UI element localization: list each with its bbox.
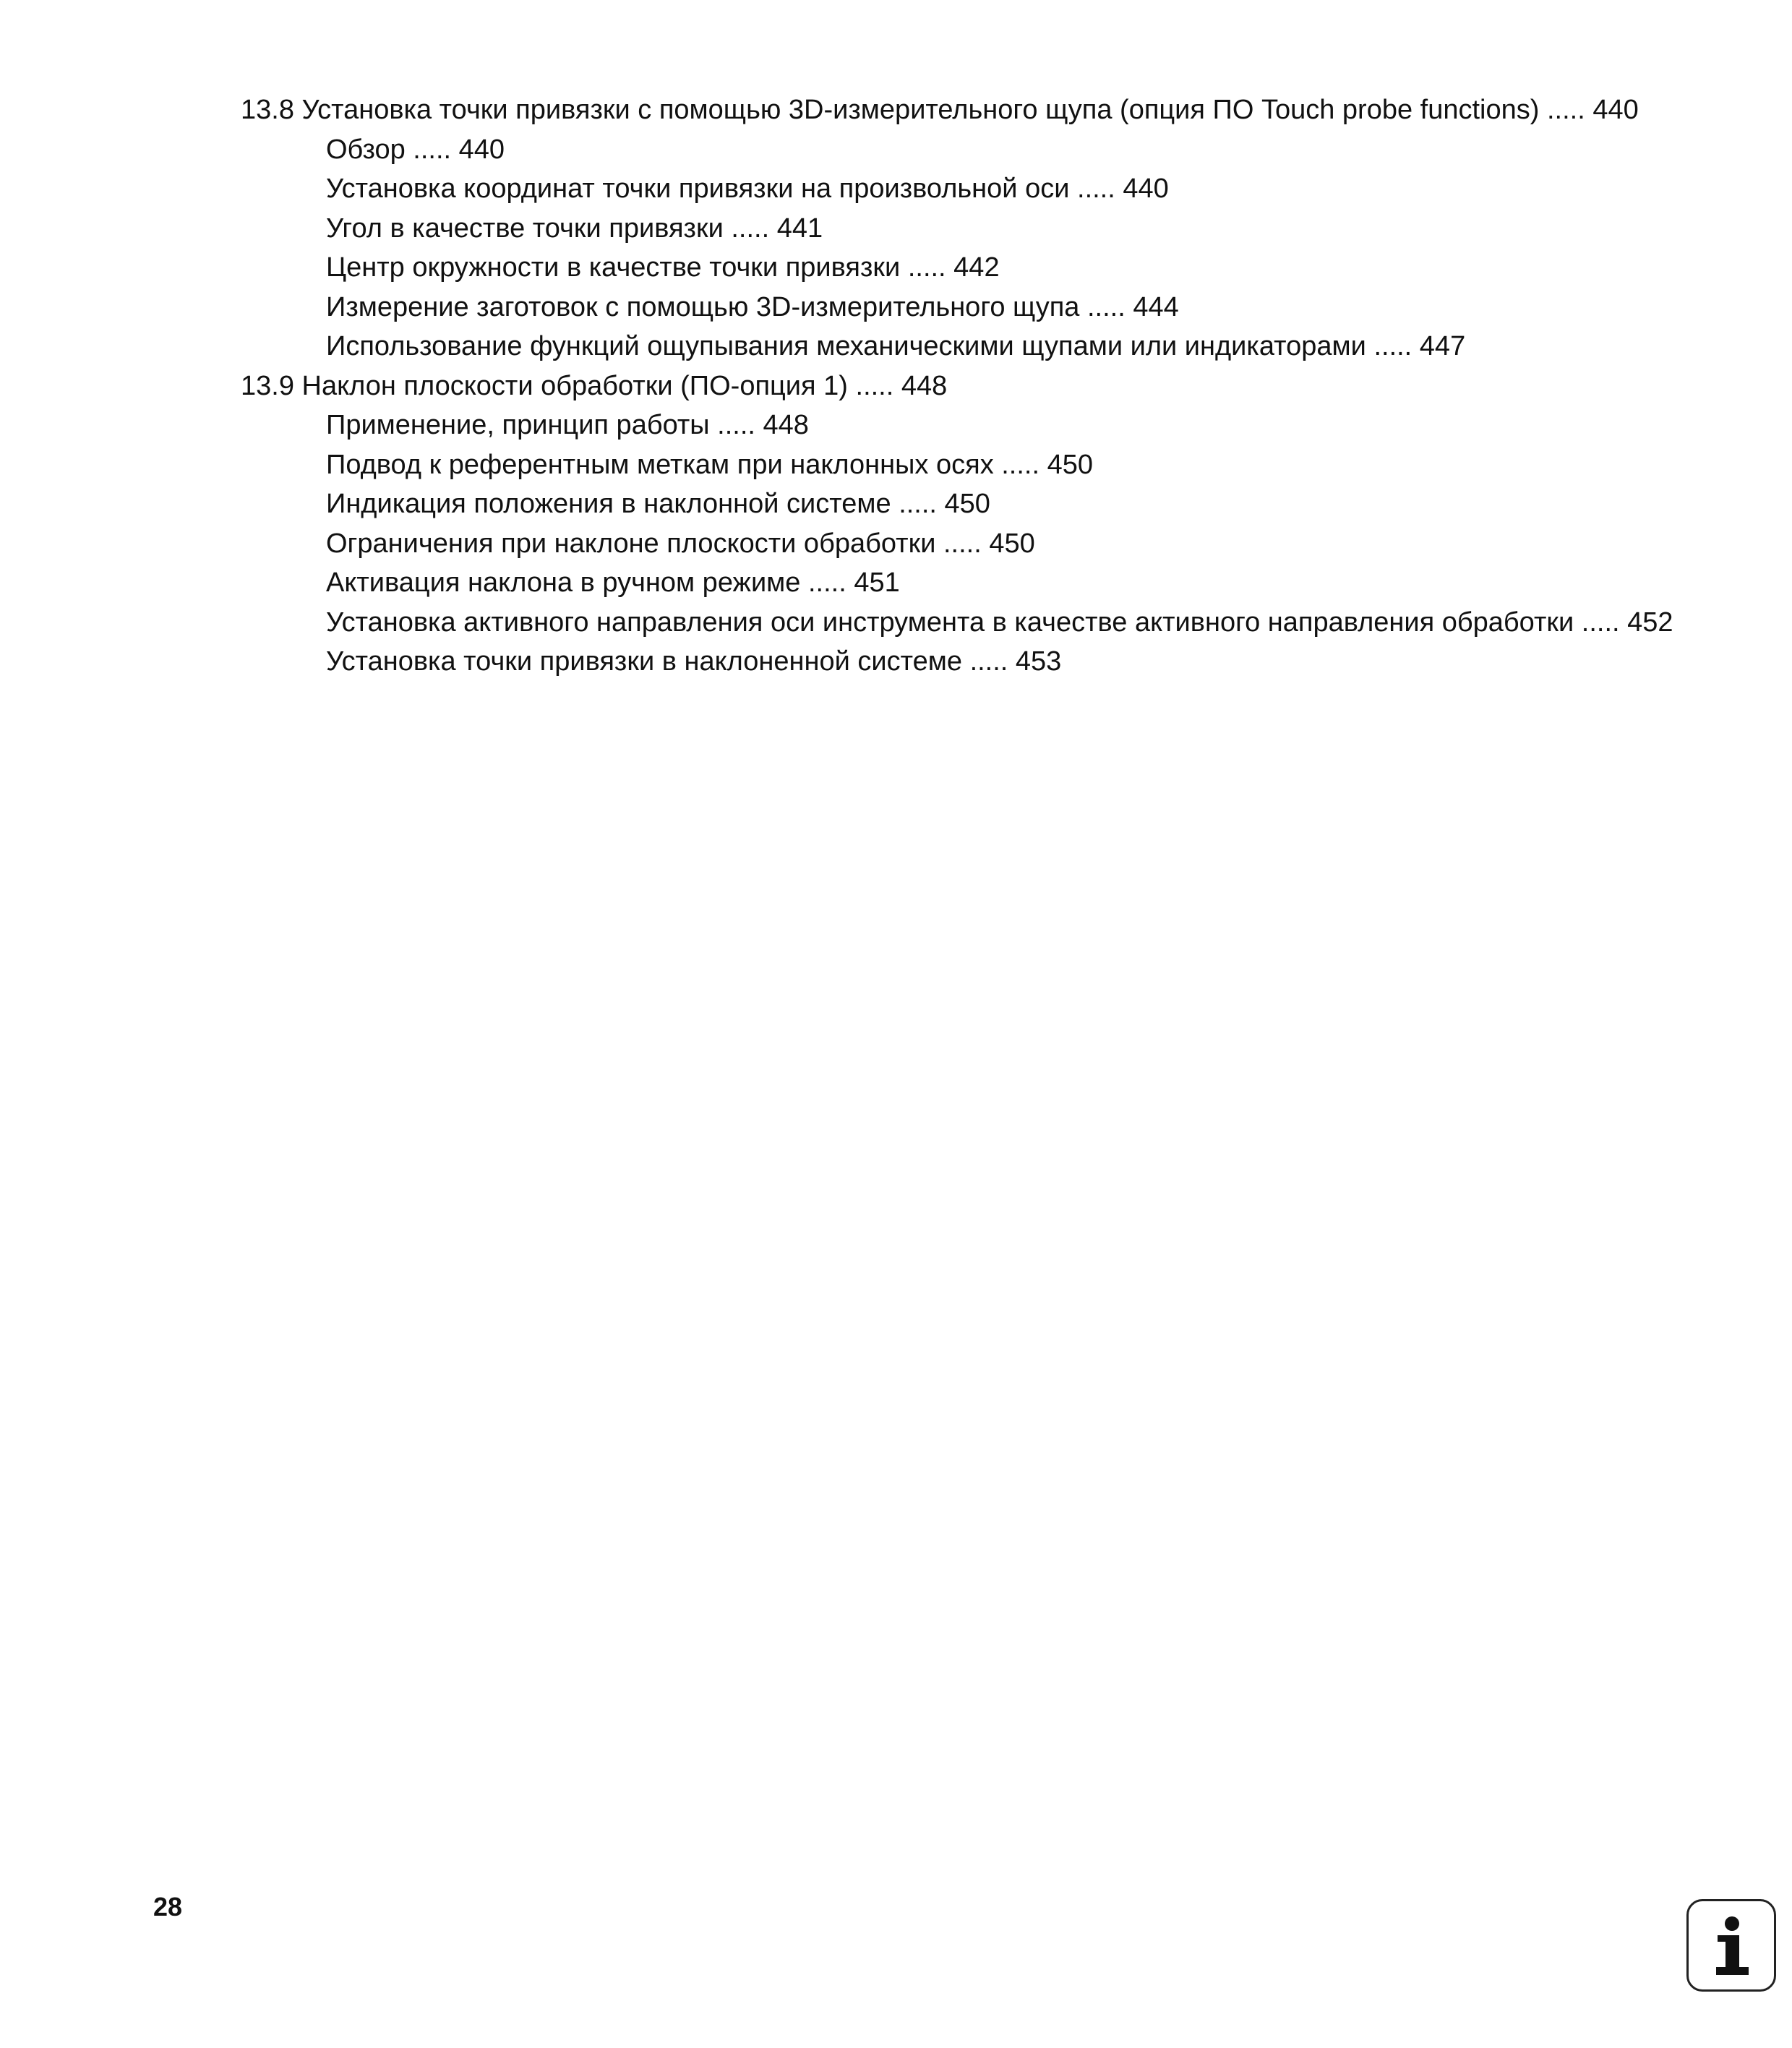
toc-entry: Установка координат точки привязки на произвольной оси ..... 440 xyxy=(326,173,1169,204)
toc-entry: Центр окружности в качестве точки привязки ..... 442 xyxy=(326,252,1000,283)
table-of-contents xyxy=(241,90,1759,682)
toc-entry: Активация наклона в ручном режиме ..... 451 xyxy=(326,567,900,598)
toc-entry: Установка активного направления оси инструмента в качестве активного направления обработки ..... 452 xyxy=(326,607,1673,638)
toc-entry: Ограничения при наклоне плоскости обработки ..... 450 xyxy=(326,528,1035,559)
toc-entry: Применение, принцип работы ..... 448 xyxy=(326,410,809,440)
toc-entry: Индикация положения в наклонной системе ..... 450 xyxy=(326,489,990,519)
toc-entry: Измерение заготовок с помощью 3D-измерительного щупа ..... 444 xyxy=(326,291,1179,322)
toc-entry: Угол в качестве точки привязки ..... 441 xyxy=(326,213,823,244)
toc-entry: Обзор ..... 440 xyxy=(326,134,505,165)
info-icon xyxy=(1689,1901,1774,1989)
toc-entry-section: 13.8 Установка точки привязки с помощью 3D-измерительного щупа (опция ПО Touch probe functions) ..... 440 xyxy=(241,95,1639,125)
toc-entry: Подвод к референтным меткам при наклонных осях ..... 450 xyxy=(326,449,1093,480)
page-number: 28 xyxy=(153,1892,183,1921)
toc-entry: Установка точки привязки в наклоненной системе ..... 453 xyxy=(326,646,1062,677)
toc-entry-section: 13.9 Наклон плоскости обработки (ПО-опция 1) ..... 448 xyxy=(241,370,948,401)
toc-entry: Использование функций ощупывания механическими щупами или индикаторами ..... 447 xyxy=(326,331,1466,361)
info-badge xyxy=(1686,1899,1776,1992)
